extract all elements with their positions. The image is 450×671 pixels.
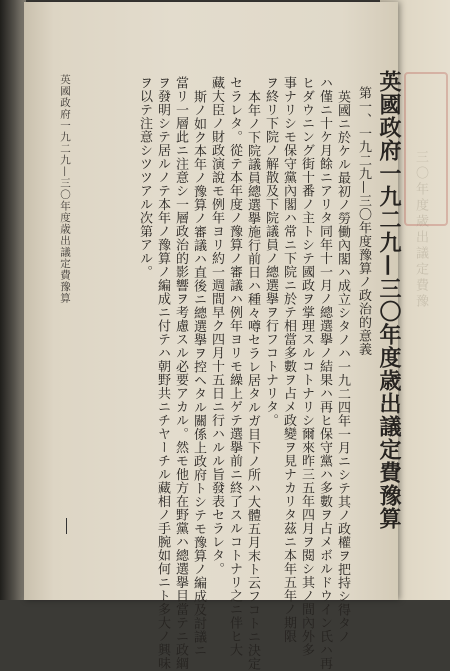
body-line-4: 事ナリシモ保守黨內閣ハ常ニ下院ニ於テ相當多數ヲ占メ政變ヲ見ナカリタ茲ニ本年五年ノ期限 [281,76,296,643]
body-line-6: 本年ノ下院議員總選擧施行前日ハ種々噂セラレ居タルガ目下ノ所ハ大體五月末ト云フコトニ決定 [245,90,260,671]
body-line-1: 英國ニ於ケル最初ノ勞働內閣ハ成立シタノハ一九二四年一月ニシテ其ノ政權ヲ把持シ得タノ [335,90,350,644]
body-line-7: セラレタ。從テ本年度ノ豫算ノ審議ハ例年ヨリモ繰上ゲテ選擧前ニ終了スルコトナリ之ニ伴ヒ大 [227,76,242,657]
body-line-12: ヲ以テ注意シツツアル次第アル。 [137,76,152,279]
page-title: 英國政府一九二九—三〇年度歳出議定費豫算 [376,70,402,530]
document-page [24,2,402,671]
folio-mark [66,518,67,534]
body-line-11: ヲ發明シテ居ルノテ本年ノ豫算ノ編成ニ付テハ朝野共ニチヤーチル藏相ノ手腕如何ニト多大ノ興味 [155,76,170,670]
body-line-3: ヒダウニング街十番ノ主トシテ國政ヲ掌理スルコトナリシ爾來昨三五年四月ヲ閱シ其ノ間內外多 [299,76,314,657]
body-line-10: 當リ一層此ニ注意シ一層政治的影響ヲ考慮スル必要アカル。然モ他方在野黨ハ總選擧目當テニ政綱 [173,76,188,670]
book-spine [0,0,26,600]
section-heading: 第一、一九二九—三〇年度豫算ノ政治的意義 [356,86,371,356]
body-line-9: 斯ノ如ク本年ノ豫算ノ審議ハ直後ニ總選擧ヲ控ヘタル關係上政府トシテモ豫算ノ編成及討議ニ [191,90,206,657]
running-header: 英國政府一九二九—三〇年度歳出議定費豫算 [59,74,71,304]
body-line-5: ヲ終リ下院ノ解散及下院議員ノ總選擧ヲ行フコトナリタ。 [263,76,278,427]
body-line-2: ハ僅ニ十ケ月餘ニアリタ同年十一月ノ總選擧ノ結果ハ再ヒ保守黨ハ多數ヲ占メボルドウイン氏ハ再 [317,76,332,670]
body-line-8: 藏大臣ノ財政演說モ例年ヨリ約一週間早ク四月十五日ニ行ハルル旨發表セラレタ。 [209,76,224,576]
bleed-through-text: 三〇年度歳出議定費豫 [413,150,428,310]
